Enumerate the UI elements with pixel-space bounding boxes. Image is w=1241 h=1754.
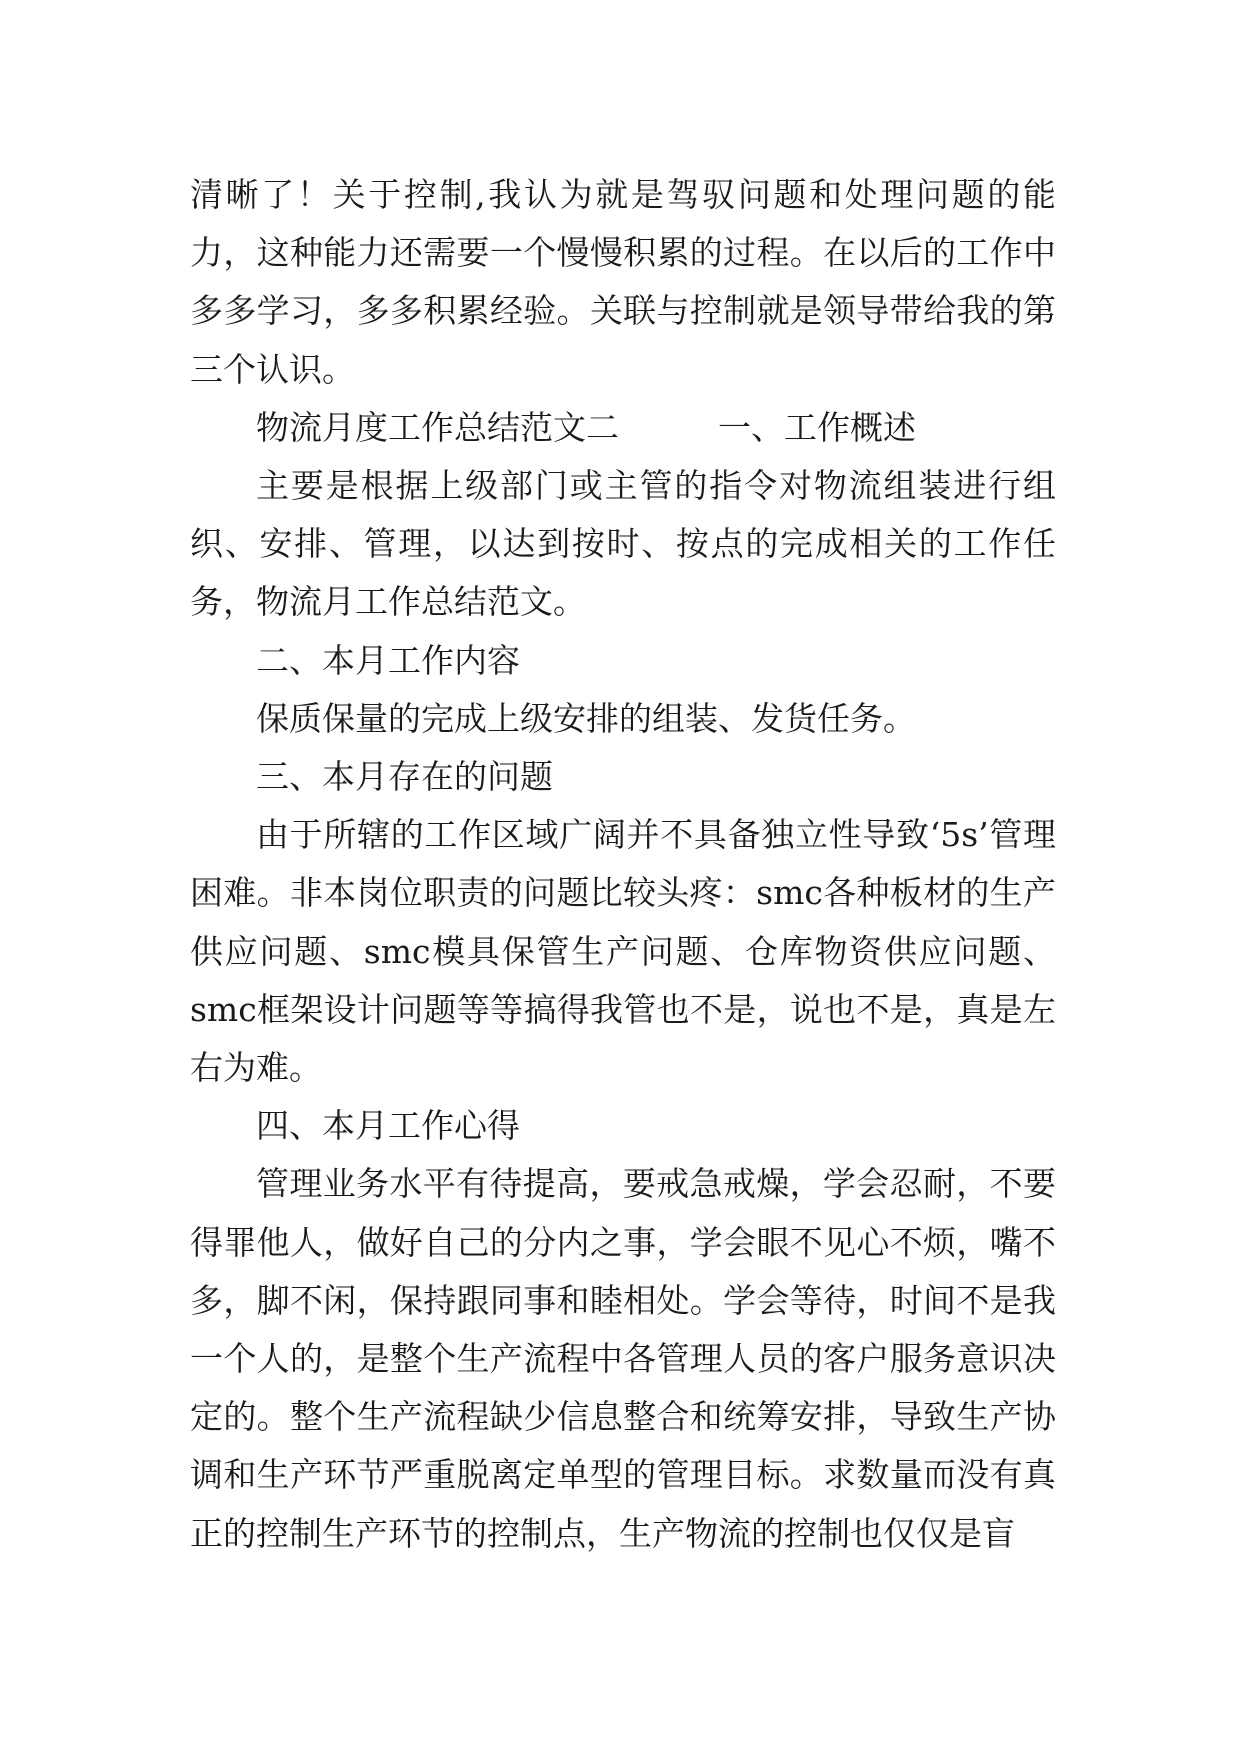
- paragraph-problems: 由于所辖的工作区域广阔并不具备独立性导致‘5s’管理困难。非本岗位职责的问题比较头疼：smc各种板材的生产供应问题、smc模具保管生产问题、仓库物资供应问题、smc框架设计问题等等搞得我管也不是，说也不是，真是左右为难。: [190, 815, 1056, 1088]
- heading-insights: 四、本月工作心得: [256, 1106, 520, 1146]
- paragraph-monthly-work: 保质保量的完成上级安排的组装、发货任务。: [256, 698, 916, 738]
- paragraph-insights: 管理业务水平有待提高，要戒急戒燥，学会忍耐，不要得罪他人，做好自己的分内之事，学会眼不见心不烦，嘴不多，脚不闲，保持跟同事和睦相处。学会等待，时间不是我一个人的，是整个生产流程中各管理人员的客户服务意识决定的。整个生产流程缺少信息整合和统筹安排，导致生产协调和生产环节严重脱离定单型的管理目标。求数量而没有真正的控制生产环节的控制点，生产物流的控制也仅仅是盲: [190, 1164, 1056, 1553]
- paragraph-overview: 主要是根据上级部门或主管的指令对物流组装进行组织、安排、管理，以达到按时、按点的完成相关的工作任务，物流月工作总结范文。: [190, 466, 1056, 622]
- document-page: [190, 166, 1056, 1563]
- heading-monthly-work: 二、本月工作内容: [256, 640, 520, 680]
- paragraph-continuation: 清晰了！关于控制,我认为就是驾驭问题和处理问题的能力，这种能力还需要一个慢慢积累的过程。在以后的工作中多多学习，多多积累经验。关联与控制就是领导带给我的第三个认识。: [190, 175, 1056, 389]
- section-title-line: 物流月度工作总结范文二 一、工作概述: [256, 407, 916, 447]
- heading-problems: 三、本月存在的问题: [256, 757, 553, 797]
